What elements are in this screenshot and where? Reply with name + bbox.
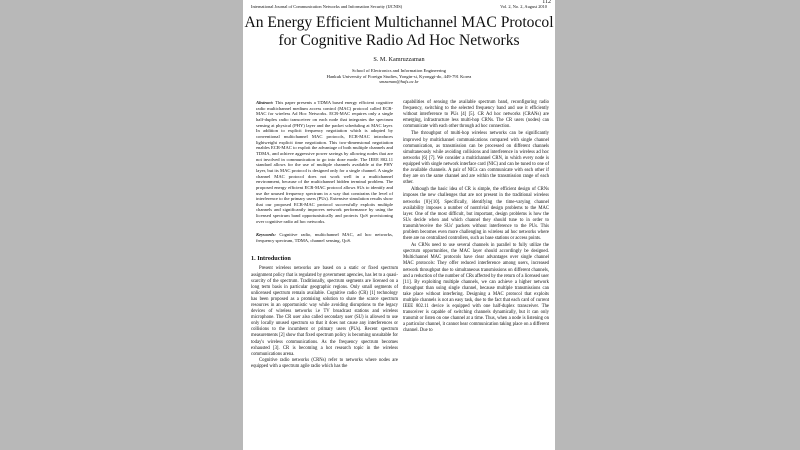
abstract-text: This paper presents a TDMA based energy efficient cognitive radio multichannel medium access control (MAC) protocol called ECR-MAC for wireless Ad Hoc Networks. ECR-MAC requires only a single half-duplex radio transceiver on each node that integrates the spectrum sensing at physical (PHY) layer and the packet scheduling at MAC layer. In addition to explicit frequency negotiation which is adopted by conventional multichannel MAC protocols, ECR-MAC introduces lightweight explicit time negotiation. This two-dimensional negotiation enables ECR-MAC to exploit the advantage of both multiple channels and TDMA, and achieve aggressive power savings by allowing nodes that are not involved in communication to go into doze mode. The IEEE 802.11 standard allows for the use of multiple channels available at the PHY layer, but its MAC protocol is designed only for a single channel. A single channel MAC protocol does not work well in a multichannel environment, because of the multichannel hidden terminal problem. The proposed energy efficient ECR-MAC protocol allows SUs to identify and use the unused frequency spectrum in a way that constrains the level of interference to the primary users (PUs). Extensive simulation results show that our proposed ECR-MAC protocol successfully exploits multiple channels and significantly improves network performance by using the licensed spectrum band opportunistically and protects QoS provisioning over cognitive radio ad hoc networks. — [256, 100, 393, 224]
abstract — [251, 100, 398, 224]
left-column — [251, 100, 398, 370]
journal-name: International Journal of Communication Networks and Information Security (IJCNIS) — [251, 4, 403, 9]
paragraph: Cognitive radio networks (CRNs) refer to networks where nodes are equipped with a spectrum agile radio which has the — [251, 357, 398, 369]
paragraph: Although the basic idea of CR is simple, the efficient design of CRNs imposes the new challenges that are not present in the traditional wireless networks [8]-[10]. Specifically, identifying the time-varying channel availability imposes a number of nontrivial design problems to the MAC layer. One of the most difficult, but important, design problems is how the SUs decide when and which channel they should tune to in order to transmit/receive the SUs' packets without interference to the PUs. This problem becomes even more challenging in wireless ad hoc networks where there are no centralized controllers, such as base stations or access points. — [403, 187, 549, 242]
author-name: S. M. Kamruzzaman — [373, 56, 425, 63]
paragraph: As CRNs need to use several channels in parallel to fully utilize the spectrum opportunities, the MAC layer should accordingly be designed. Multichannel MAC protocols have clear advantages over single channel MAC protocols: They offer reduced interference among users, increased network throughput due to simultaneous transmissions on different channels, and a reduction of the number of CRs affected by the return of a licensed user [11]. By exploiting multiple channels, we can achieve a higher network throughput than using single channel, because multiple transmissions can take place without interfering. Designing a MAC protocol that exploits multiple channels is not an easy task, due to the fact that each card of current IEEE 802.11 device is equipped with one half-duplex transceiver. The transceiver is capable of switching channels dynamically, but it can only transmit or listen on one channel at a time. Thus, when a node is listening on a particular channel, it cannot hear communication taking place on a different channel. Due to — [403, 243, 549, 334]
paragraph: The throughput of multi-hop wireless networks can be significantly improved by multichannel communications compared with single channel communication, as transmission can be processed on different channels simultaneously while avoiding collisions and interference in wireless ad hoc networks [6] [7]. We consider a multichannel CRN, in which every node is equipped with single network interface card (NIC) and can be tuned to one of the available channels. A pair of NICs can communicate with each other if they are on the same channel and are within the transmission range of each other. — [403, 131, 549, 186]
author-email: smzaman@hufs.ac.kr — [379, 79, 419, 85]
page-number: 112 — [542, 0, 551, 5]
volume-info: Vol. 2, No. 2, August 2010 — [500, 4, 547, 9]
paper-title — [243, 14, 555, 50]
affiliation — [243, 68, 555, 85]
introduction-body — [251, 266, 398, 370]
right-column — [403, 100, 549, 336]
keywords-label: Keywords: — [256, 232, 276, 238]
paragraph: capabilities of sensing the available spectrum band, reconfiguring radio frequency, switching to the selected frequency band and use it efficiently without interference to PUs [4] [5]. CR Ad hoc networks (CRANs) are emerging, infrastructure less multi-hop CRNs. The CR users (nodes) can communicate with each other through ad hoc connection. — [403, 100, 549, 130]
section-heading-introduction: 1. Introduction — [251, 254, 291, 262]
title-line-2: for Cognitive Radio Ad Hoc Networks — [278, 32, 520, 49]
keywords — [251, 232, 398, 243]
affiliation-university: Hankuk University of Foreign Studies, Yongin-si, Kyonggi-do, 449-791 Korea — [326, 73, 472, 79]
paper-page — [243, 0, 555, 450]
abstract-label: Abstract: — [256, 100, 274, 105]
running-header — [251, 4, 547, 9]
paragraph: Present wireless networks are based on a static or fixed spectrum assignment policy that is regulated by government agencies, has let to a quasi-scarcity of the spectrum. Traditionally, spectrum segments are licensed on a long term basis in particular geographic regions. Only small segments of unlicensed spectrum remain available. Cognitive radio (CR) [1] technology has been proposed as a promising solution to share the scarce spectrum resources in an opportunistic way while avoiding disruptions to the legacy devices of wireless networks i.e TV broadcast stations and wireless microphone. The CR user also called secondary user (SU) is allowed to use only locally unused spectrum so that it does not cause any interferences or collisions to the incumbent or primary users (PUs). Recent spectrum measurements [2] show that fixed spectrum policy is becoming unsuitable for today's wireless communications. As the frequency spectrum becomes exhausted [3]. CR is becoming a hot research topic in the wireless communications arena. — [251, 266, 398, 357]
keywords-text: Cognitive radio, multichannel MAC, ad hoc networks, frequency spectrum, TDMA, channel sensing, QoS. — [256, 232, 393, 244]
title-line-1: An Energy Efficient Multichannel MAC Protocol — [244, 14, 554, 31]
affiliation-dept: School of Electronics and Information Engineering — [351, 68, 447, 73]
